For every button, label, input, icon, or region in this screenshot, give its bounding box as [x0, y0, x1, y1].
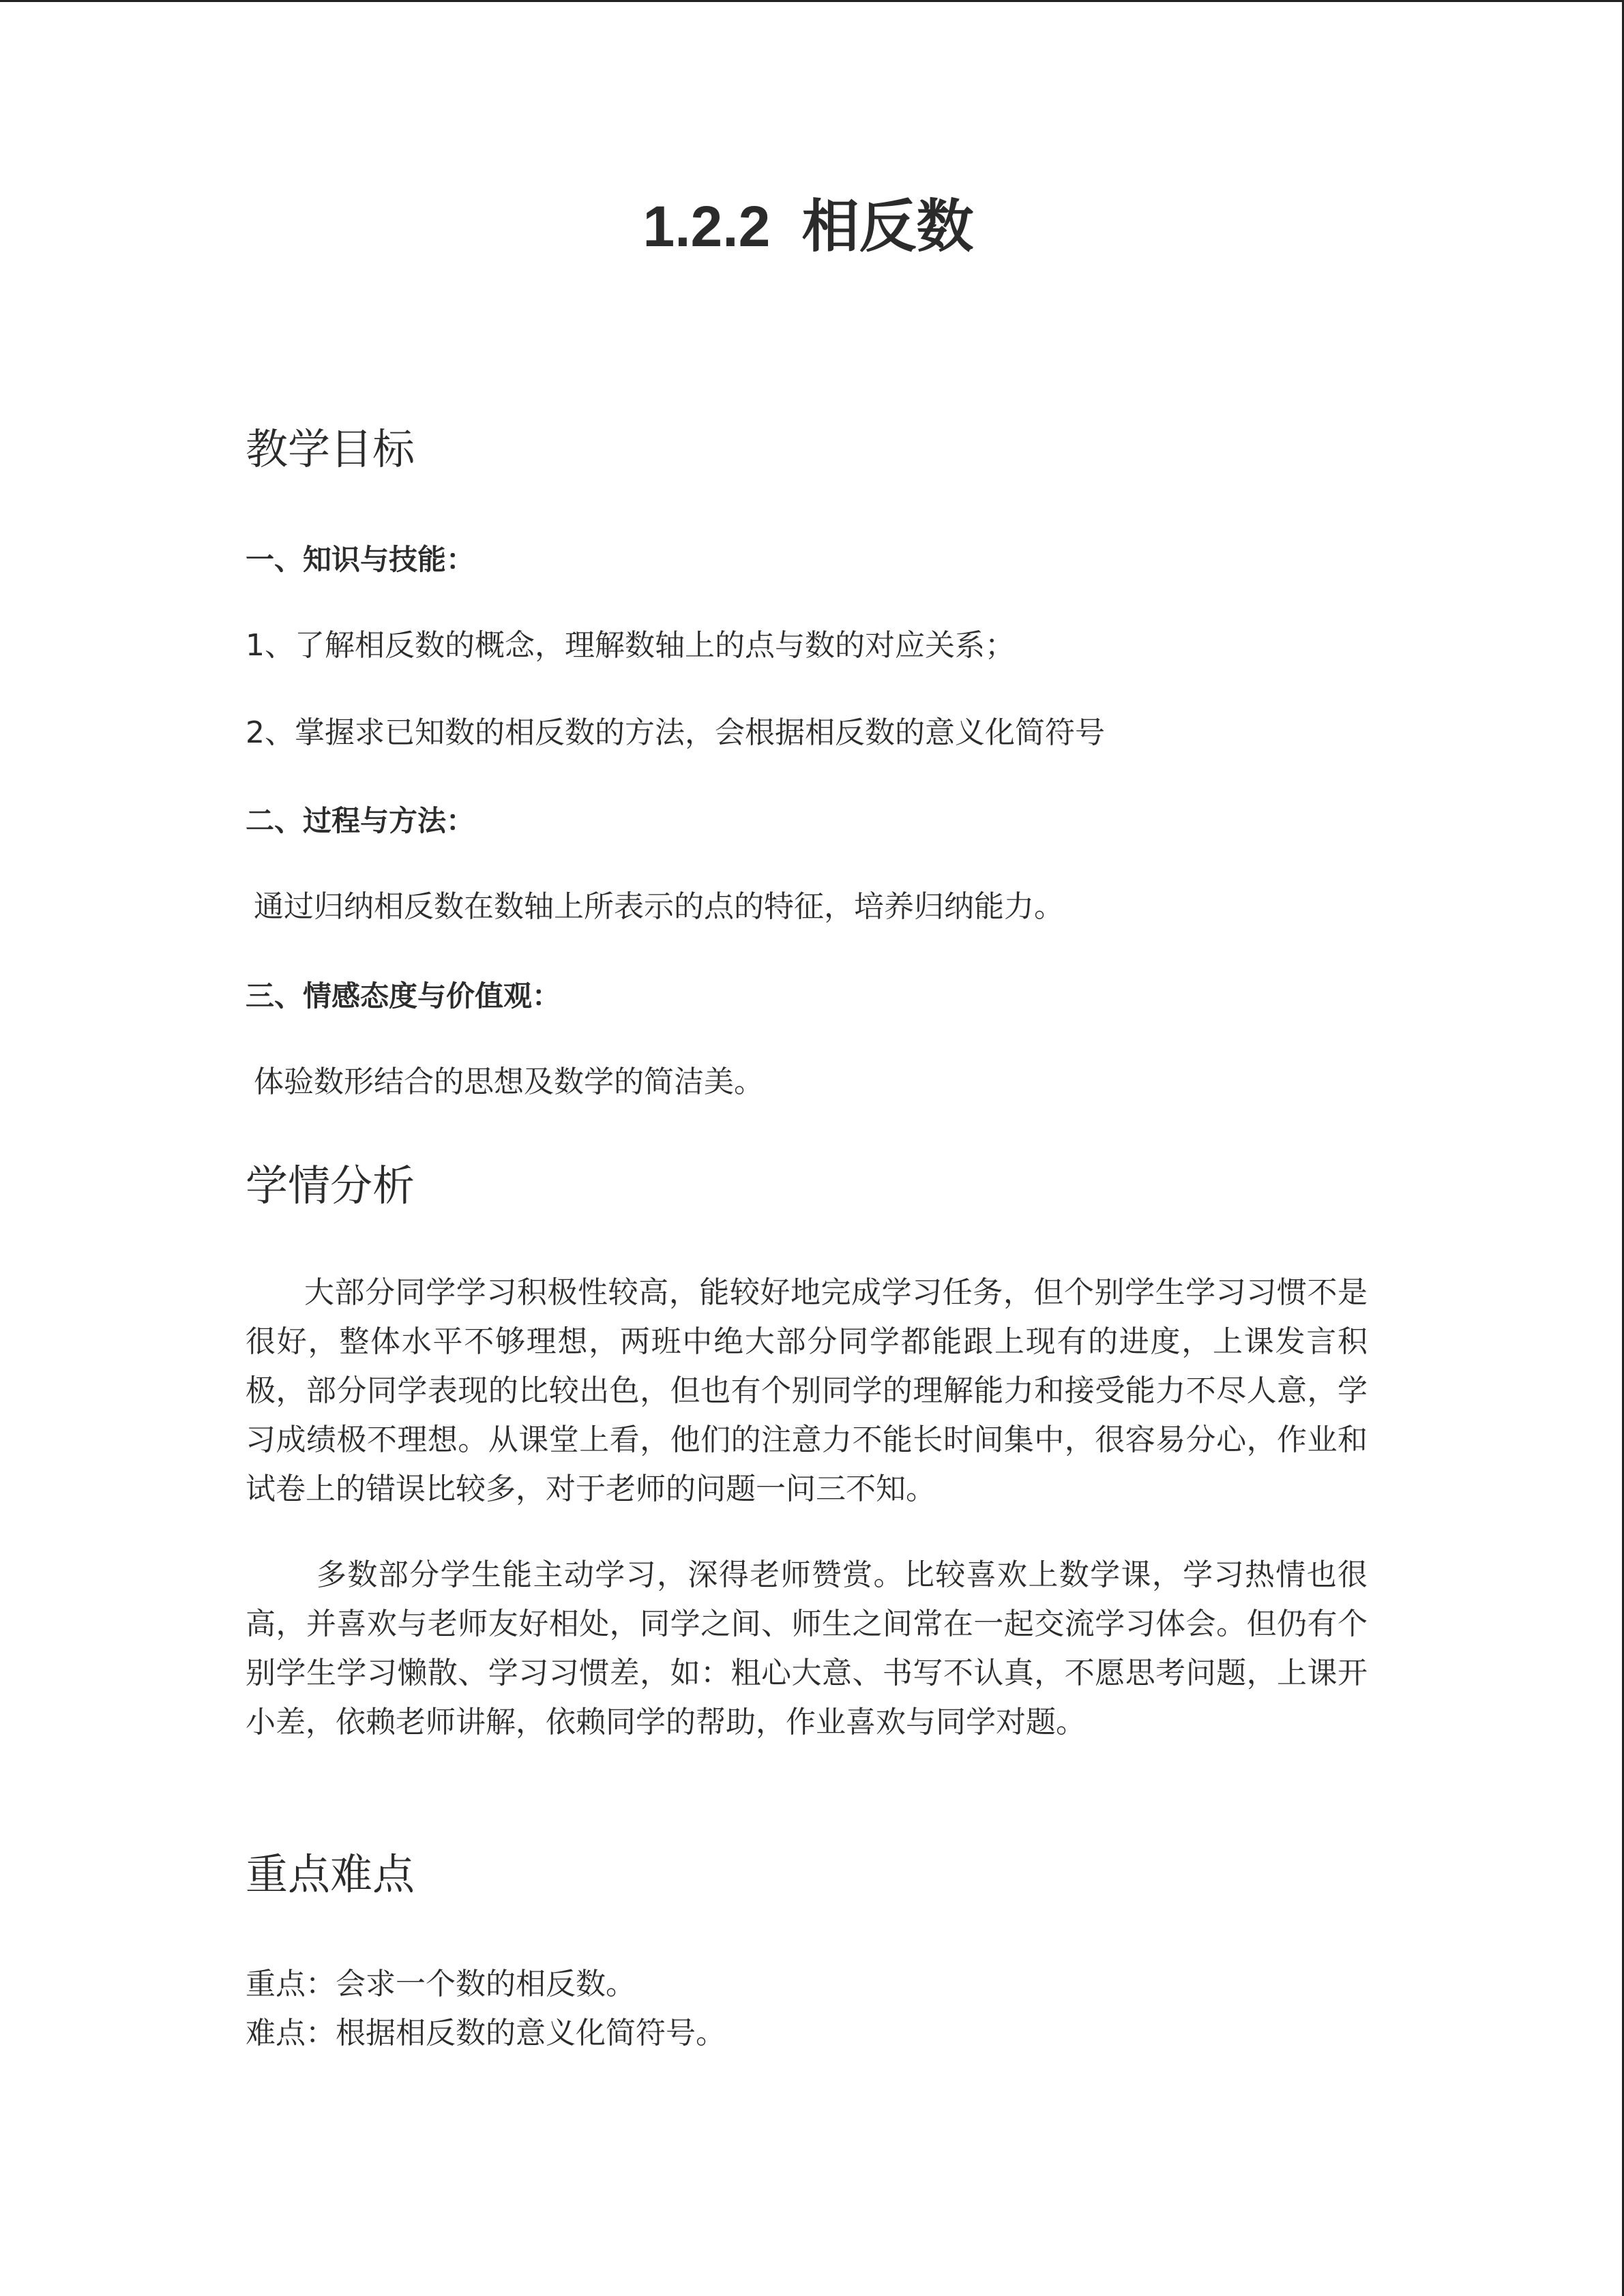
knowledge-heading: 一、知识与技能：: [246, 543, 475, 576]
knowledge-item-1: 1、了解相反数的概念，理解数轴上的点与数的对应关系；: [246, 628, 1015, 663]
page-title: [246, 194, 1371, 258]
emotion-heading: 三、情感态度与价值观：: [246, 979, 561, 1013]
emotion-text: 体验数形结合的思想及数学的简洁美。: [254, 1064, 764, 1099]
page-border-top: [0, 0, 1624, 2]
analysis-heading: 学情分析: [246, 1161, 415, 1210]
process-heading: 二、过程与方法：: [246, 804, 475, 837]
analysis-paragraph-2: 多数部分学生能主动学习，深得老师赞赏。比较喜欢上数学课，学习热情也很高，并喜欢与老师友好相处，同学之间、师生之间常在一起交流学习体会。但仍有个别学生学习懒散、学习习惯差，如：粗心大意、书写不认真，不愿思考问题，上课开小差，依赖老师讲解，依赖同学的帮助，作业喜欢与同学对题。: [246, 1557, 1368, 1740]
knowledge-item-2: 2、掌握求已知数的相反数的方法，会根据相反数的意义化简符号: [246, 715, 1105, 750]
keypoints-heading: 重点难点: [246, 1849, 415, 1899]
objectives-heading: 教学目标: [246, 424, 415, 474]
title-text: 相反数: [801, 194, 974, 258]
key-point: 重点：会求一个数的相反数。: [246, 1967, 636, 2001]
title-number: 1.2.2: [643, 194, 771, 258]
analysis-paragraph-1: 大部分同学学习积极性较高，能较好地完成学习任务，但个别学生学习习惯不是很好，整体水平不够理想，两班中绝大部分同学都能跟上现有的进度，上课发言积极，部分同学表现的比较出色，但也有个别同学的理解能力和接受能力不尽人意，学习成绩极不理想。从课堂上看，他们的注意力不能长时间集中，很容易分心，作业和试卷上的错误比较多，对于老师的问题一问三不知。: [246, 1275, 1368, 1506]
difficult-point: 难点：根据相反数的意义化简符号。: [246, 2016, 726, 2051]
process-text: 通过归纳相反数在数轴上所表示的点的特征，培养归纳能力。: [254, 889, 1064, 924]
